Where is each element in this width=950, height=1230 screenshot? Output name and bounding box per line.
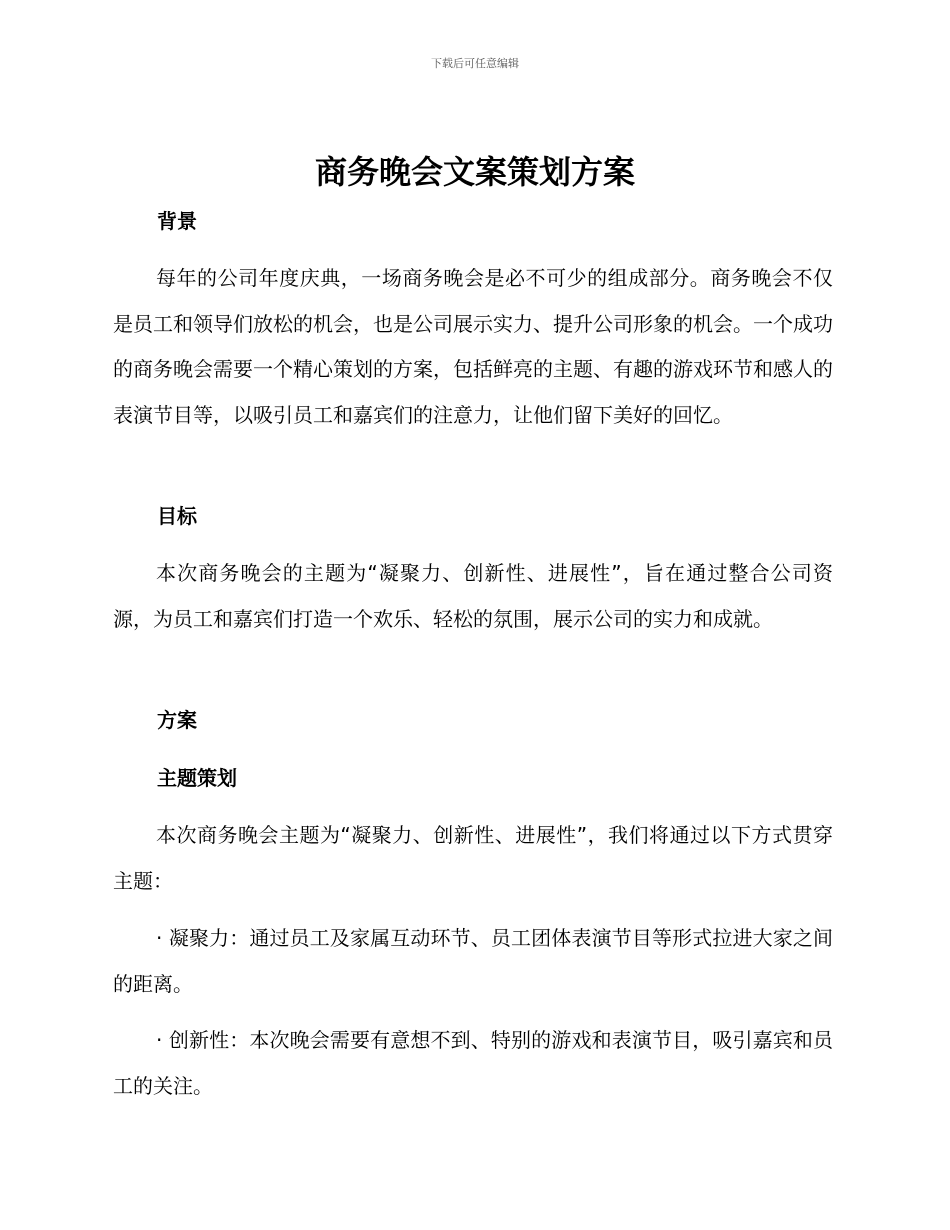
document-title: 商务晚会文案策划方案 <box>314 153 635 191</box>
section-heading-theme: 主题策划 <box>157 766 237 790</box>
section-heading-background: 背景 <box>157 209 197 233</box>
bullet-item-innovation: · 创新性：本次晚会需要有意想不到、特别的游戏和表演节目，吸引嘉宾和员工的关注。 <box>113 1028 833 1098</box>
header-note: 下载后可任意编辑 <box>431 57 519 70</box>
section-heading-plan: 方案 <box>157 708 197 732</box>
theme-paragraph: 本次商务晚会主题为“凝聚力、创新性、进展性”，我们将通过以下方式贯穿主题： <box>113 823 833 893</box>
background-paragraph: 每年的公司年度庆典，一场商务晚会是必不可少的组成部分。商务晚会不仅是员工和领导们放松的机会，也是公司展示实力、提升公司形象的机会。一个成功的商务晚会需要一个精心策划的方案，包括鲜亮的主题、有趣的游戏环节和感人的表演节目等，以吸引员工和嘉宾们的注意力，让他们留下美好的回忆。 <box>113 266 833 427</box>
section-heading-goal: 目标 <box>157 504 197 528</box>
goal-paragraph: 本次商务晚会的主题为“凝聚力、创新性、进展性”，旨在通过整合公司资源，为员工和嘉宾们打造一个欢乐、轻松的氛围，展示公司的实力和成就。 <box>113 561 833 631</box>
bullet-item-cohesion: · 凝聚力：通过员工及家属互动环节、员工团体表演节目等形式拉进大家之间的距离。 <box>113 926 833 996</box>
